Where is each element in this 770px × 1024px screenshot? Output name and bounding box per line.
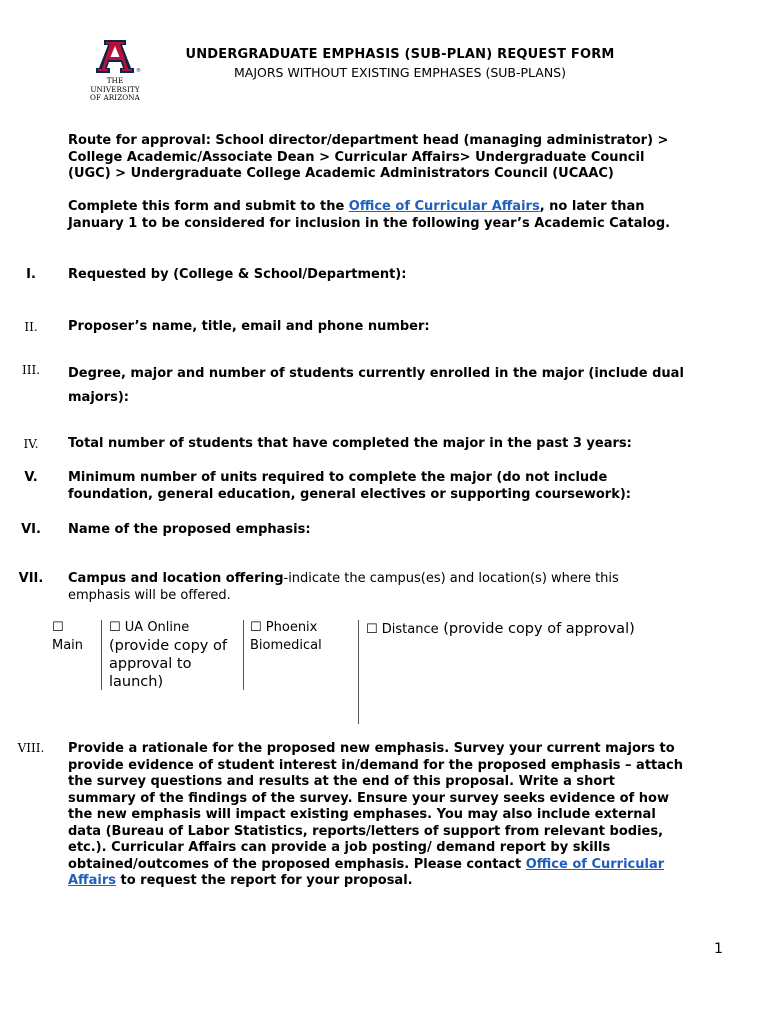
form-title: UNDERGRADUATE EMPHASIS (SUB-PLAN) REQUEST FORM	[185, 47, 615, 62]
rationale-line: the new emphasis will impact existing emphases. You may also include external	[68, 807, 656, 822]
rationale-line-9-suffix: to request the report for your proposal.	[115, 873, 413, 888]
route-line-1: Route for approval: School director/department head (managing administrator) >	[68, 133, 669, 148]
table-divider	[358, 620, 359, 724]
phoenix-label[interactable]: ☐ Phoenix	[250, 620, 318, 635]
block-a-logo-icon	[84, 38, 146, 78]
logo-line-1: THE UNIVERSITY	[90, 76, 140, 94]
route-line-2: College Academic/Associate Dean > Curricular Affairs> Undergraduate Council	[68, 149, 645, 165]
section-rationale	[68, 741, 733, 890]
logo-line-2: OF ARIZONA	[90, 93, 140, 102]
curricular-affairs-link-2-cont[interactable]: Affairs	[68, 873, 116, 888]
route-line-3: (UGC) > Undergraduate College Academic Administrators Council (UCAAC)	[68, 166, 614, 181]
section-degree	[68, 362, 733, 410]
form-subtitle: MAJORS WITHOUT EXISTING EMPHASES (SUB-PLANS)	[233, 65, 566, 80]
submit-instructions	[68, 199, 748, 232]
distance-note: (provide copy of approval)	[438, 621, 635, 637]
campus-phoenix-option[interactable]	[250, 619, 358, 655]
section-number: III.	[21, 363, 41, 377]
campus-distance-option[interactable]	[366, 620, 696, 639]
section-proposer: Proposer’s name, title, email and phone number:	[68, 319, 430, 334]
section-number: I.	[26, 267, 36, 282]
section-degree-line-2: majors):	[68, 390, 129, 405]
rationale-line-8-prefix: obtained/outcomes of the proposed emphasis. Please contact	[68, 856, 526, 872]
submit-prefix: Complete this form and submit to the	[68, 199, 349, 214]
section-emphasis-name: Name of the proposed emphasis:	[68, 522, 311, 537]
ua-online-note-3: launch)	[109, 674, 164, 690]
ua-online-note-1: (provide copy of	[109, 638, 227, 654]
section-number: V.	[24, 470, 38, 485]
route-instructions	[68, 133, 748, 183]
distance-label[interactable]: ☐ Distance	[366, 622, 439, 637]
rationale-line: provide evidence of student interest in/demand for the proposed emphasis – attach	[68, 757, 683, 773]
section-min-units-line-1: Minimum number of units required to complete the major (do not include	[68, 470, 608, 485]
logo-wordmark	[84, 77, 146, 103]
submit-line-2: January 1 to be considered for inclusion in the following year’s Academic Catalog.	[68, 215, 671, 231]
section-campus-line-2: emphasis will be offered.	[68, 587, 231, 603]
rationale-line: data (Bureau of Labor Statistics, reports/letters of support from relevant bodies,	[68, 823, 664, 839]
section-completed: Total number of students that have completed the major in the past 3 years:	[68, 436, 632, 451]
rationale-line: the survey questions and results at the end of this proposal. Write a short	[68, 774, 615, 789]
ua-online-note-2: approval to	[109, 656, 192, 672]
section-number: IV.	[23, 437, 39, 451]
rationale-line: summary of the findings of the survey. Ensure your survey seeks evidence of how	[68, 790, 669, 806]
curricular-affairs-link-2[interactable]: Office of Curricular	[525, 856, 665, 872]
campus-main-option[interactable]	[52, 619, 83, 655]
table-divider	[101, 620, 102, 690]
section-campus-normal: -indicate the campus(es) and location(s) where this	[283, 571, 619, 586]
section-number: VIII.	[17, 741, 45, 755]
page-number: 1	[714, 941, 723, 957]
rationale-line: etc.). Curricular Affairs can provide a job posting/ demand report by skills	[68, 840, 611, 855]
section-requested-by: Requested by (College & School/Department):	[68, 267, 407, 282]
main-label: Main	[52, 638, 84, 653]
ua-online-label[interactable]: ☐ UA Online	[109, 620, 190, 635]
section-campus-bold: Campus and location offering	[68, 571, 284, 586]
section-campus	[68, 571, 733, 604]
phoenix-label-2: Biomedical	[250, 638, 322, 653]
svg-text:®: ®	[136, 68, 141, 74]
table-divider	[243, 620, 244, 690]
section-min-units	[68, 470, 733, 503]
submit-suffix: , no later than	[539, 199, 645, 214]
section-number: VII.	[18, 571, 44, 586]
section-number: II.	[24, 320, 38, 334]
campus-ua-online-option[interactable]	[109, 619, 241, 691]
rationale-line: Provide a rationale for the proposed new emphasis. Survey your current majors to	[68, 741, 675, 756]
section-min-units-line-2: foundation, general education, general electives or supporting coursework):	[68, 486, 631, 502]
section-degree-line-1: Degree, major and number of students currently enrolled in the major (include dual	[68, 366, 684, 381]
curricular-affairs-link[interactable]: Office of Curricular Affairs	[348, 199, 540, 214]
main-checkbox[interactable]: ☐	[52, 620, 64, 635]
section-number: VI.	[21, 522, 41, 537]
